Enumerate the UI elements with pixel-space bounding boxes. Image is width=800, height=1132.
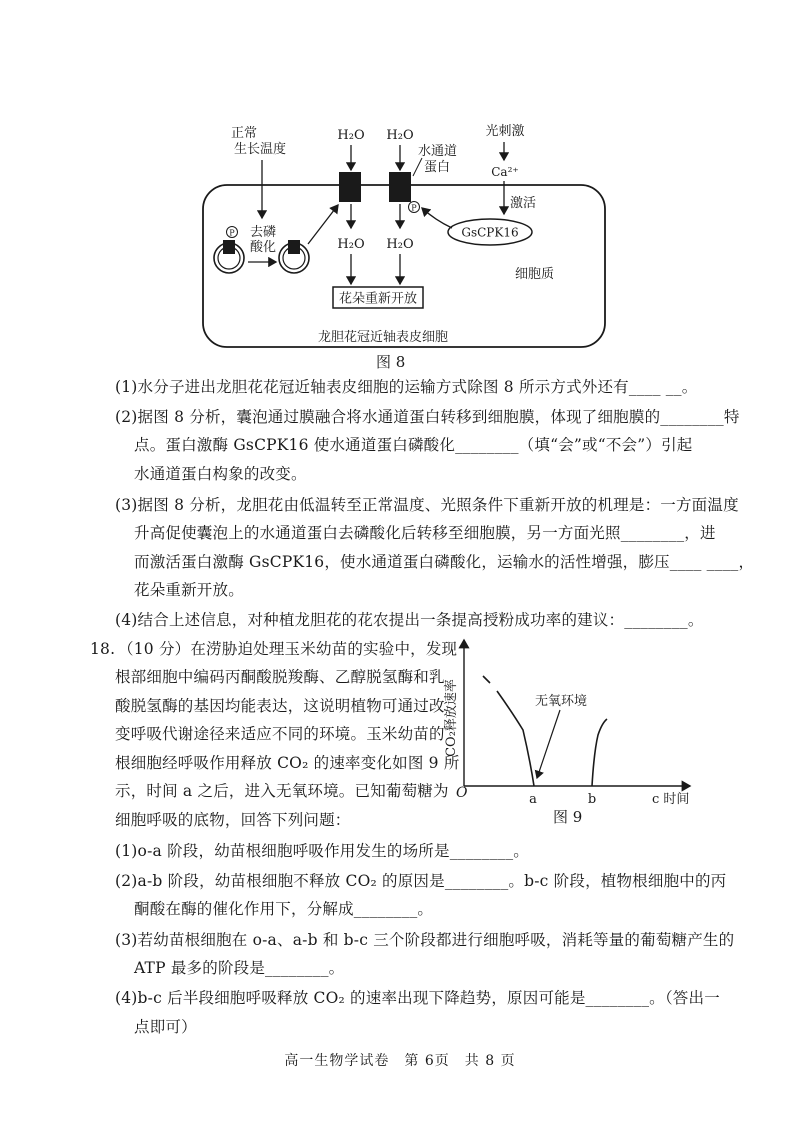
svg-text:P: P	[411, 203, 417, 213]
figure-8-caption: 图 8	[376, 353, 406, 371]
q18-intro-line3: 酸脱氢酶的基因均能表达，这说明植物可通过改	[115, 697, 445, 715]
annotation-anaerobic: 无氧环境	[535, 694, 588, 709]
q17-part1: (1)水分子进出龙胆花花冠近轴表皮细胞的运输方式除图 8 所示方式外还有____ __。	[115, 378, 698, 396]
q18-intro-line2: 根部细胞中编码丙酮酸脱羧酶、乙醇脱氢酶和乳	[115, 668, 445, 686]
water-channel-2	[389, 172, 411, 202]
label-water-channel-1: 水通道	[418, 144, 458, 159]
label-activate: 激活	[510, 196, 537, 211]
q18-intro-line6: 示，时间 a 之后，进入无氧环境。已知葡萄糖为	[115, 782, 449, 800]
q17-part3-line4: 花朵重新开放。	[134, 581, 244, 599]
label-dephos-2: 酸化	[250, 240, 277, 255]
q18-sub3-line2: ATP 最多的阶段是________。	[134, 959, 345, 977]
label-h2o-top-2: H₂O	[386, 128, 414, 143]
label-light-stimulus: 光刺激	[485, 124, 525, 139]
svg-text:P: P	[229, 228, 235, 238]
label-h2o-mid-1: H₂O	[337, 237, 365, 252]
q18-number: 18.	[90, 640, 116, 658]
figure-8-diagram	[195, 115, 615, 355]
curve-b-c	[592, 719, 607, 786]
q18-sub4-line1: (4)b-c 后半段细胞呼吸释放 CO₂ 的速率出现下降趋势，原因可能是________。（答出一	[115, 989, 720, 1007]
label-normal-temp-2: 生长温度	[233, 142, 287, 157]
q18-sub2-line1: (2)a-b 阶段，幼苗根细胞不释放 CO₂ 的原因是________。b-c 阶段，植物根细胞中的丙	[115, 872, 727, 890]
figure-9-caption: 图 9	[553, 808, 583, 826]
label-reopen: 花朵重新开放	[338, 291, 418, 307]
q17-part3-line3: 而激活蛋白激酶 GsCPK16，使水通道蛋白磷酸化，运输水的活性增强，膨压____ ____，	[134, 553, 755, 571]
q18-sub2-line2: 酮酸在酶的催化作用下，分解成________。	[134, 900, 434, 918]
water-channel-vesicle-1	[223, 240, 235, 254]
label-cell-name: 龙胆花冠近轴表皮细胞	[317, 330, 449, 345]
label-normal-temp-1: 正常	[230, 126, 258, 141]
label-dephos-1: 去磷	[250, 225, 277, 240]
q17-part2-line2: 点。蛋白激酶 GsCPK16 使水通道蛋白磷酸化________（填“会”或“不会”）引起	[134, 436, 693, 454]
q18-intro-line1: （10 分）在涝胁迫处理玉米幼苗的实验中，发现	[118, 640, 458, 658]
y-axis-label: CO₂释放速率	[444, 679, 459, 757]
label-cytoplasm: 细胞质	[515, 267, 555, 282]
label-h2o-mid-2: H₂O	[386, 237, 414, 252]
label-h2o-top-1: H₂O	[337, 128, 365, 143]
q18-intro-line7: 细胞呼吸的底物，回答下列问题：	[115, 811, 351, 829]
tick-a: a	[529, 792, 537, 807]
q18-sub1: (1)o-a 阶段，幼苗根细胞呼吸作用发生的场所是________。	[115, 842, 529, 860]
label-water-channel-2: 蛋白	[424, 160, 451, 175]
tick-b: b	[587, 792, 597, 807]
x-axis-label: c 时间	[652, 792, 690, 807]
cell-outline	[203, 185, 605, 347]
curve-o-a	[483, 676, 534, 786]
page-footer: 高一生物学试卷 第 6页 共 8 页	[284, 1053, 516, 1069]
q17-part3-line1: (3)据图 8 分析，龙胆花由低温转至正常温度、光照条件下重新开放的机理是：一方面温度	[115, 496, 739, 514]
q17-part4: (4)结合上述信息，对种植龙胆花的花农提出一条提高授粉成功率的建议：________。	[115, 611, 704, 629]
water-channel-1	[339, 172, 361, 202]
q18-sub4-line2: 点即可）	[134, 1018, 197, 1036]
figure-9-graph	[440, 630, 700, 830]
water-channel-vesicle-2	[288, 240, 300, 254]
label-kinase: GsCPK16	[461, 225, 519, 240]
origin-label: O	[456, 785, 468, 801]
q18-sub3-line1: (3)若幼苗根细胞在 o-a、a-b 和 b-c 三个阶段都进行细胞呼吸，消耗等量的葡萄糖产生的	[115, 931, 735, 949]
label-ca: Ca²⁺	[491, 165, 519, 179]
q17-part3-line2: 升高促使囊泡上的水通道蛋白去磷酸化后转移至细胞膜，另一方面光照________，进	[134, 524, 716, 542]
q18-intro-line5: 根细胞经呼吸作用释放 CO₂ 的速率变化如图 9 所	[115, 754, 460, 772]
q18-intro-line4: 变呼吸代谢途径来适应不同的环境。玉米幼苗的	[115, 725, 445, 743]
q17-part2-line3: 水通道蛋白构象的改变。	[134, 465, 307, 483]
q17-part2-line1: (2)据图 8 分析，囊泡通过膜融合将水通道蛋白转移到细胞膜，体现了细胞膜的________特	[115, 408, 740, 426]
